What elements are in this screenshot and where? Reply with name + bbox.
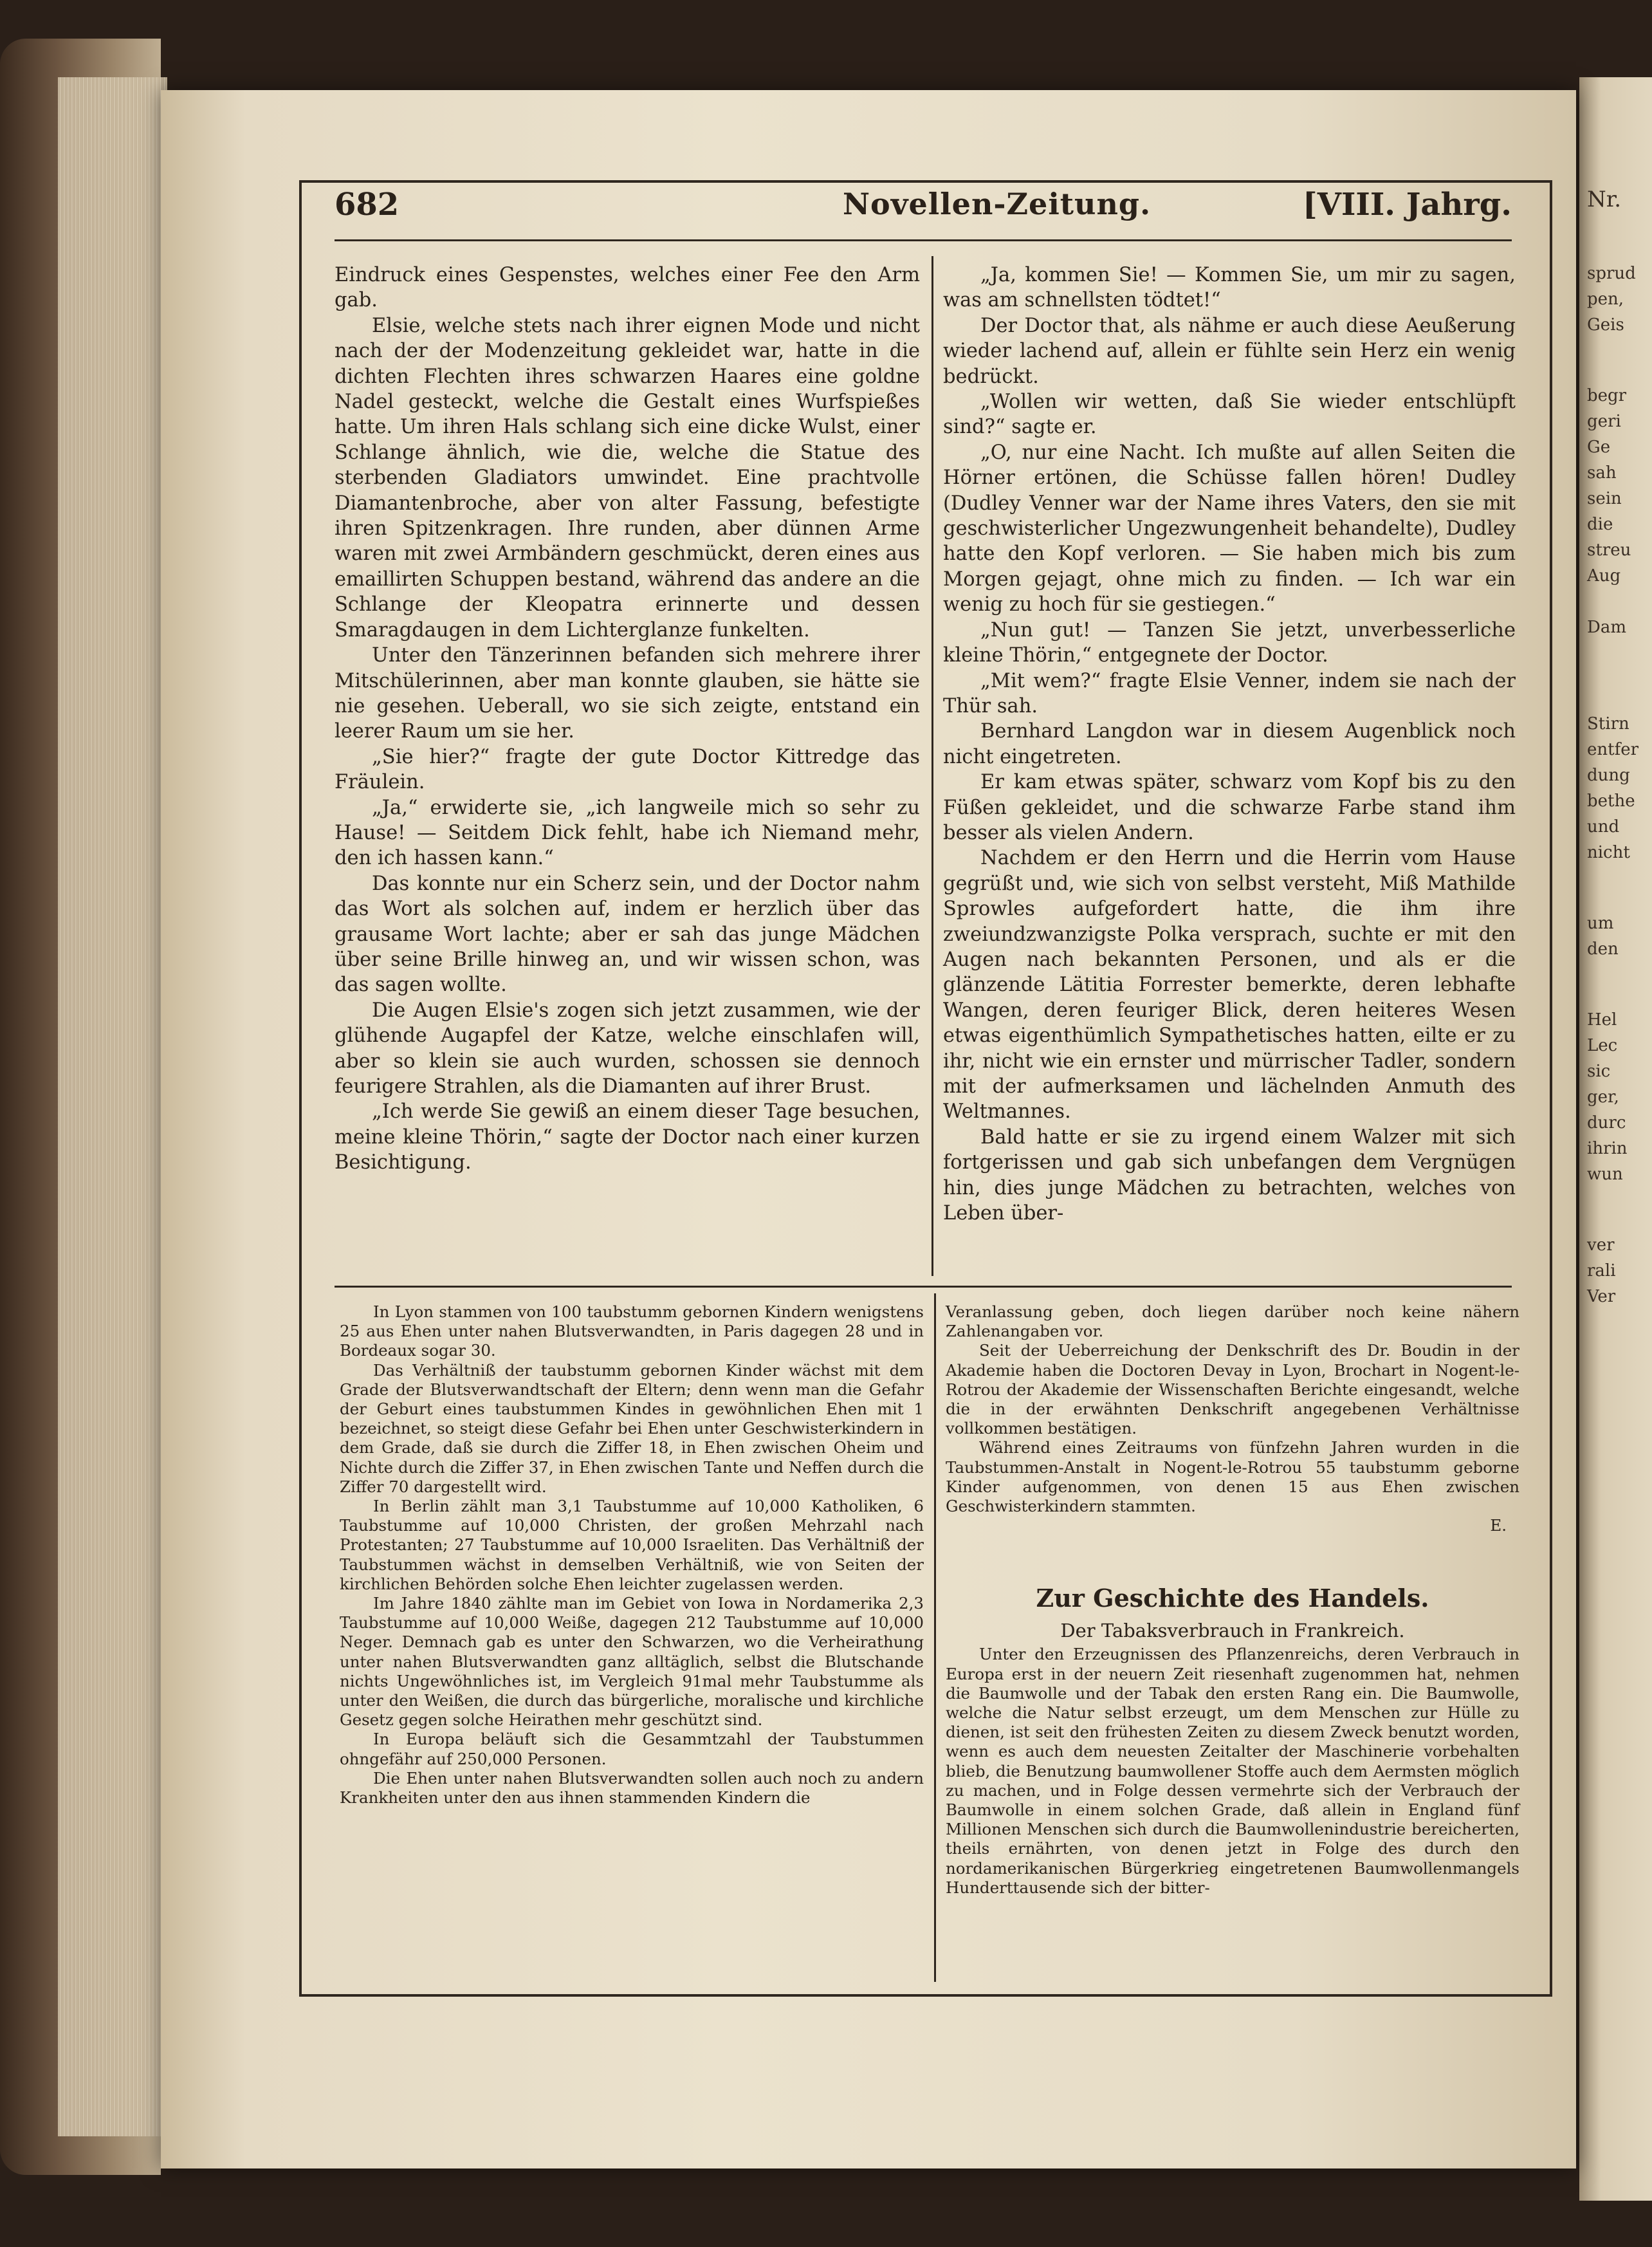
facing-page-line: den [1587,939,1619,959]
facing-page-line: durc [1587,1113,1626,1133]
lower-right-column [946,1302,1519,1898]
facing-page-line: Nr. [1587,187,1622,212]
column-divider-upper [932,256,933,1276]
paragraph: „Nun gut! — Tanzen Sie jetzt, unverbesserliche kleine Thörin,“ entgegnete der Doctor. [943,618,1516,667]
column-divider-lower [934,1293,936,1982]
paragraph: Elsie, welche stets nach ihrer eignen Mode und nicht nach der der Modenzeitung gekleidet war, hatte in die dichten Flechten ihres schwarzen Haares eine goldne Nadel gesteckt, welche die Gestalt eines Wurfspießes hatte. Um ihren Hals schlang sich eine dicke Wulst, einer Schlange ähnlich, wie die, welche die Statue des sterbenden Gladiators umwindet. Eine prachtvolle Diamantenbroche, aber von alter Fassung, befestigte ihren Spitzenkragen. Ihre runden, aber dünnen Arme waren mit zwei Armbändern geschmückt, deren eines aus emaillirten Schuppen bestand, während das andere an die Schlange der Kleopatra erinnerte und dessen Smaragdaugen in dem Lichterglanze funkelten. [335,314,920,642]
paragraph: Die Ehen unter nahen Blutsverwandten sollen auch noch zu andern Krankheiten unter den aus ihnen stammenden Kindern die [340,1768,924,1808]
section-subtitle: Der Tabaksverbrauch in Frankreich. [1060,1620,1405,1642]
paragraph: Die Augen Elsie's zogen sich jetzt zusammen, wie der glühende Augapfel der Katze, welche einschlafen will, aber so klein sie auch wurden, schossen sie dennoch feurigere Strahlen, als die Diamanten auf ihrer Brust. [335,999,920,1098]
paragraph: Während eines Zeitraums von fünfzehn Jahren wurden in die Taubstummen-Anstalt in Nogent-le-Rotrou 55 taubstumm geborne Kinder aufgenommen, von denen 15 aus Ehen zwischen Geschwisterkindern stammten. [946,1438,1519,1516]
paragraph: „Sie hier?“ fragte der gute Doctor Kittredge das Fräulein. [335,745,920,794]
volume-label: [VIII. Jahrg. [1302,187,1512,223]
facing-page-line: dung [1587,766,1630,785]
paragraph: Bald hatte er sie zu irgend einem Walzer mit sich fortgerissen und gab sich unbefangen dem Vergnügen hin, dies junge Mädchen zu betrachten, welches von Leben über- [943,1125,1516,1225]
paragraph: Nachdem er den Herrn und die Herrin vom Hause gegrüßt und, wie sich von selbst versteht, Miß Mathilde Sprowles aufgefordert hatte, die ihm ihre zweiundzwanzigste Polka versprach, suchte er mit den Augen nach bekannten Personen, und als er die glänzende Lätitia Forrester bemerkte, deren lebhafte Wangen, deren feuriger Blick, deren heiteres Wesen etwas eigenthümlich Sympathetisches hatten, eilte er zu ihr, nicht wie ein ernster und mürrischer Tadler, sondern mit der aufmerksamen und lächelnden Anmuth des Weltmannes. [943,847,1516,1124]
facing-page-line: die [1587,515,1613,534]
facing-page-line: ver [1587,1235,1615,1255]
facing-page-line: Ge [1587,438,1611,457]
lower-left-column [340,1302,924,1808]
page-number: 682 [335,187,399,223]
facing-page-line: sein [1587,489,1622,508]
paragraph: Bernhard Langdon war in diesem Augenblick noch nicht eingetreten. [943,720,1516,768]
upper-right-column [943,263,1516,1226]
paragraph: Unter den Erzeugnissen des Pflanzenreichs, deren Verbrauch in Europa erst in der neuern Zeit riesenhaft zugenommen hat, nehmen die Baumwolle und der Tabak den ersten Rang ein. Die Baumwolle, welche die Natur selbst erzeugt, um dem Menschen zur Hülle zu dienen, ist seit den frühesten Zeiten zu diesem Zweck benutzt worden, wenn es auch dem neuesten Zeitalter der Maschinerie vorbehalten blieb, die Benutzung baumwollener Stoffe auch dem Aermsten möglich zu machen, und in Folge dessen vermehrte sich der Verbrauch der Baumwolle in einem solchen Grade, daß allein in England fünf Millionen Menschen sich durch die Baumwollenindustrie bereicherten, theils ernährten, von denen jetzt in Folge des durch den nordamerikanischen Bürgerkrieg eingetretenen Baumwollenmangels Hunderttausende sich der bitter- [946,1645,1519,1897]
facing-page-line: Hel [1587,1010,1617,1030]
facing-page-line: Geis [1587,315,1624,335]
facing-page-line: Ver [1587,1287,1616,1306]
facing-page-line: nicht [1587,843,1630,862]
facing-page-line: und [1587,817,1620,837]
running-header [335,185,1512,237]
paragraph: In Berlin zählt man 3,1 Taubstumme auf 10,000 Katholiken, 6 Taubstumme auf 10,000 Christen, der großen Mehrzahl nach Protestanten; 27 Taubstumme auf 10,000 Israeliten. Das Verhältniß der Taubstummen wächst in demselben Verhältniß, wie von Seiten der kirchlichen Behörden solche Ehen leichter zugelassen werden. [340,1497,924,1593]
paragraph: Im Jahre 1840 zählte man im Gebiet von Iowa in Nordamerika 2,3 Taubstumme auf 10,000 Weiße, dagegen 212 Taubstumme auf 10,000 Neger. Demnach gab es unter den Schwarzen, wo die Verheirathung unter nahen Blutsverwandten ganz alltäglich, selbst die Blutschande nichts Ungewöhnliches ist, im Vergleich 91mal mehr Taubstumme als unter den Weißen, die durch das bürgerliche, moralische und kirchliche Gesetz gegen solche Heirathen mehr geschützt sind. [340,1594,924,1730]
section-title: Zur Geschichte des Handels. [1036,1584,1429,1613]
facing-page-line: pen, [1587,290,1624,309]
facing-page-line: Stirn [1587,714,1629,734]
paragraph: Er kam etwas später, schwarz vom Kopf bis zu den Füßen gekleidet, und die schwarze Farbe stand ihm besser als vielen Andern. [943,771,1516,844]
facing-page-line: sic [1587,1062,1611,1081]
facing-page-line: sprud [1587,264,1636,283]
paragraph: „Ich werde Sie gewiß an einem dieser Tage besuchen, meine kleine Thörin,“ sagte der Doctor nach einer kurzen Besichtigung. [335,1100,920,1174]
facing-page-line: streu [1587,541,1631,560]
page-edges [58,77,167,2136]
paragraph: Das konnte nur ein Scherz sein, und der Doctor nahm das Wort als solchen auf, indem er herzlich über das grausame Wort lachte; aber er sah das junge Mädchen über seine Brille hinweg an, und wir wissen schon, was das sagen wollte. [335,872,920,997]
paragraph: „Ja, kommen Sie! — Kommen Sie, um mir zu sagen, was am schnellsten tödtet!“ [943,264,1516,312]
facing-page-line: ger, [1587,1087,1619,1107]
facing-page-margin [1579,77,1652,2201]
section-divider [335,1286,1512,1288]
facing-page-line: um [1587,914,1614,933]
paragraph: Seit der Ueberreichung der Denkschrift des Dr. Boudin in der Akademie haben die Doctoren Devay in Lyon, Brochart in Nogent-le-Rotrou der Akademie der Wissenschaften Berichte eingesandt, welche die in der erwähnten Denkschrift angegebenen Verhältnisse vollkommen bestätigen. [946,1341,1519,1438]
facing-page-line: sah [1587,463,1617,483]
facing-page-line: entfer [1587,740,1639,759]
paragraph: „O, nur eine Nacht. Ich mußte auf allen Seiten die Hörner ertönen, die Schüsse fallen hören! Dudley (Dudley Venner war der Name ihres Vaters, den sie mit geschwisterlicher Ungezwungenheit behandelte), Dudley hatte den Kopf verloren. — Sie haben mich bis zum Morgen gejagt, ohne mich zu finden. — Ich war ein wenig zu hoch für sie gestiegen.“ [943,441,1516,616]
paragraph: In Lyon stammen von 100 taubstumm gebornen Kindern wenigstens 25 aus Ehen unter nahen Blutsverwandten, in Paris dagegen 28 und in Bordeaux sogar 30. [340,1302,924,1360]
upper-left-column [335,263,920,1176]
journal-title: Novellen-Zeitung. [843,187,1152,221]
paragraph: Das Verhältniß der taubstumm gebornen Kinder wächst mit dem Grade der Blutsverwandtschaft der Eltern; denn wenn man die Gefahr der Geburt eines taubstummen Kindes in gewöhnlichen Ehen mit 1 bezeichnet, so steigt diese Gefahr bei Ehen unter Geschwisterkindern in dem Grade, daß sie durch die Ziffer 18, in Ehen zwischen Oheim und Nichte durch die Ziffer 37, in Ehen zwischen Tante und Neffen durch die Ziffer 70 dargestellt wird. [340,1360,924,1496]
paragraph: „Mit wem?“ fragte Elsie Venner, indem sie nach der Thür sah. [943,669,1516,717]
paragraph: Der Doctor that, als nähme er auch diese Aeußerung wieder lachend auf, allein er fühlte sein Herz ein wenig bedrückt. [943,314,1516,388]
facing-page-line: begr [1587,386,1627,405]
author-signature: E. [1490,1516,1507,1535]
header-rule [335,239,1512,241]
facing-page-line: Aug [1587,566,1621,586]
paragraph: „Ja,“ erwiderte sie, „ich langweile mich so sehr zu Hause! — Seitdem Dick fehlt, habe ich Niemand mehr, den ich hassen kann.“ [335,796,920,870]
facing-page-line: bethe [1587,791,1635,811]
facing-page-line: Lec [1587,1036,1618,1055]
paragraph: In Europa beläuft sich die Gesammtzahl der Taubstummen ohngefähr auf 250,000 Personen. [340,1730,924,1768]
paragraph: Eindruck eines Gespenstes, welches einer Fee den Arm gab. [335,264,920,312]
facing-page-line: Dam [1587,618,1627,637]
facing-page-line: rali [1587,1261,1616,1281]
facing-page-line: ihrin [1587,1139,1628,1158]
facing-page-line: geri [1587,412,1621,431]
paragraph: Veranlassung geben, doch liegen darüber noch keine nähern Zahlenangaben vor. [946,1302,1519,1341]
spacer [946,1535,1519,1580]
paragraph: „Wollen wir wetten, daß Sie wieder entschlüpft sind?“ sagte er. [943,391,1516,439]
facing-page-line: wun [1587,1165,1623,1184]
paragraph: Unter den Tänzerinnen befanden sich mehrere ihrer Mitschülerinnen, aber man konnte glauben, sie hätte sie nie gesehen. Ueberall, wo sie sich zeigte, entstand ein leerer Raum um sie her. [335,644,920,743]
